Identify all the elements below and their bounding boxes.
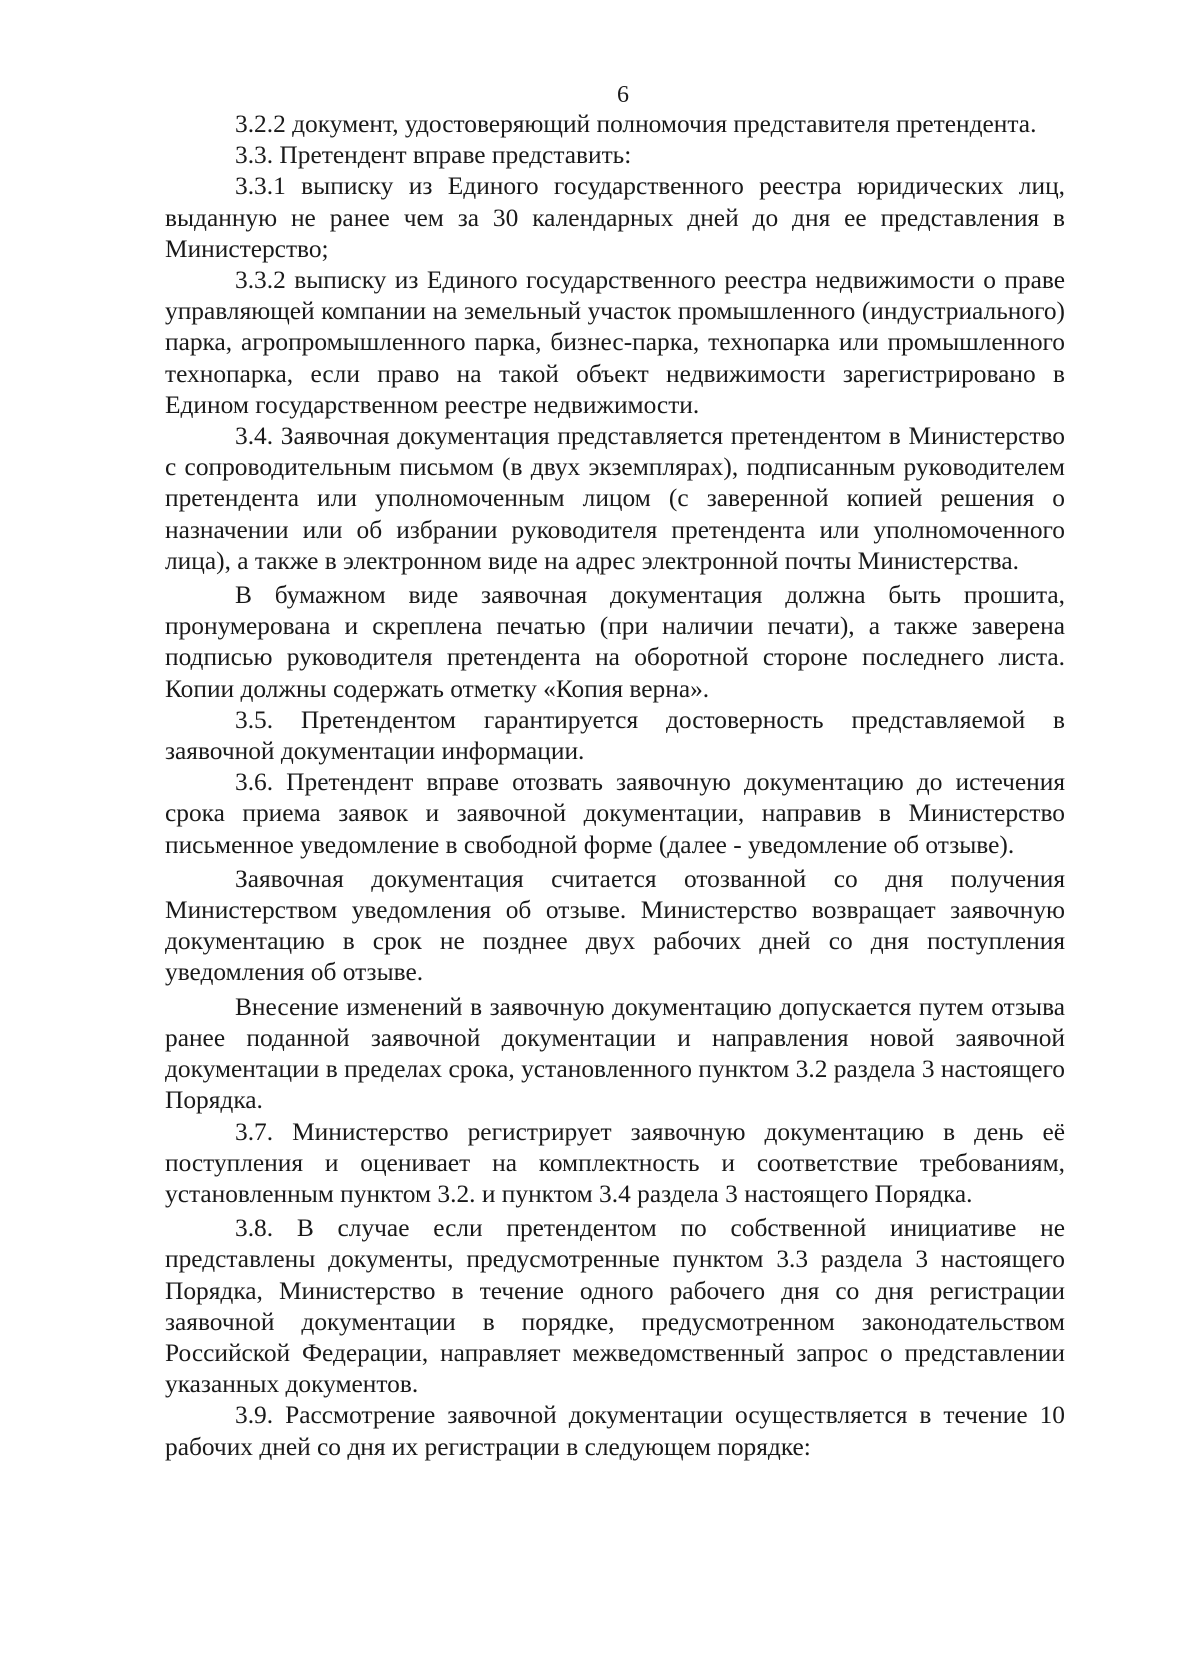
paragraph-3-7: 3.7. Министерство регистрирует заявочную документацию в день её поступления и оценивает на комплектность и соответствие требованиям, установленным пунктом 3.2. и пунктом 3.4 раздела 3 настоящего Порядка. [165, 1117, 1065, 1208]
paragraph-3-3-2: 3.3.2 выписку из Единого государственного реестра недвижимости о праве управляющей компании на земельный участок промышленного (индустриального) парка, агропромышленного парка, бизнес-парка, технопарка или промышленного технопарка, если право на такой объект недвижимости зарегистрировано в Едином государственном реестре недвижимости. [165, 266, 1065, 419]
paragraph-withdrawal: Заявочная документация считается отозванной со дня получения Министерством уведомления об отзыве. Министерство возвращает заявочную документацию в срок не позднее двух рабочих дней со дня поступления уведомления об отзыве. [165, 864, 1065, 987]
document-body [165, 109, 1065, 1463]
paragraph-3-2-2: 3.2.2 документ, удостоверяющий полномочия представителя претендента. [235, 110, 1037, 138]
paragraph-3-3-1: 3.3.1 выписку из Единого государственного реестра юридических лиц, выданную не ранее чем за 30 календарных дней до дня ее представления в Министерство; [165, 172, 1065, 263]
paragraph-paper-form: В бумажном виде заявочная документация должна быть прошита, пронумерована и скреплена печатью (при наличии печати), а также заверена подписью руководителя претендента на оборотной стороне последнего листа. Копии должны содержать отметку «Копия верна». [165, 581, 1065, 703]
paragraph-3-5: 3.5. Претендентом гарантируется достоверность представляемой в заявочной документации информации. [165, 705, 1065, 766]
paragraph-3-3: 3.3. Претендент вправе представить: [235, 141, 632, 170]
paragraph-3-4: 3.4. Заявочная документация представляется претендентом в Министерство с сопроводительным письмом (в двух экземплярах), подписанным руководителем претендента или уполномоченным лицом (с заверенной копией решения о назначении или об избрании руководителя претендента или уполномоченного лица), а также в электронном виде на адрес электронной почты Министерства. [165, 422, 1065, 575]
paragraph-3-9: 3.9. Рассмотрение заявочной документации осуществляется в течение 10 рабочих дней со дня их регистрации в следующем порядке: [165, 1401, 1065, 1461]
page-number: 6 [617, 82, 629, 108]
paragraph-changes: Внесение изменений в заявочную документацию допускается путем отзыва ранее поданной заявочной документации и направления новой заявочной документации в пределах срока, установленного пунктом 3.2 раздела 3 настоящего Порядка. [165, 992, 1065, 1115]
paragraph-3-8: 3.8. В случае если претендентом по собственной инициативе не представлены документы, предусмотренные пунктом 3.3 раздела 3 настоящего Порядка, Министерство в течение одного рабочего дня со дня регистрации заявочной документации в порядке, предусмотренном законодательством Российской Федерации, направляет межведомственный запрос о представлении указанных документов. [165, 1214, 1065, 1399]
paragraph-3-6: 3.6. Претендент вправе отозвать заявочную документацию до истечения срока приема заявок и заявочной документации, направив в Министерство письменное уведомление в свободной форме (далее - уведомление об отзыве). [165, 768, 1065, 859]
